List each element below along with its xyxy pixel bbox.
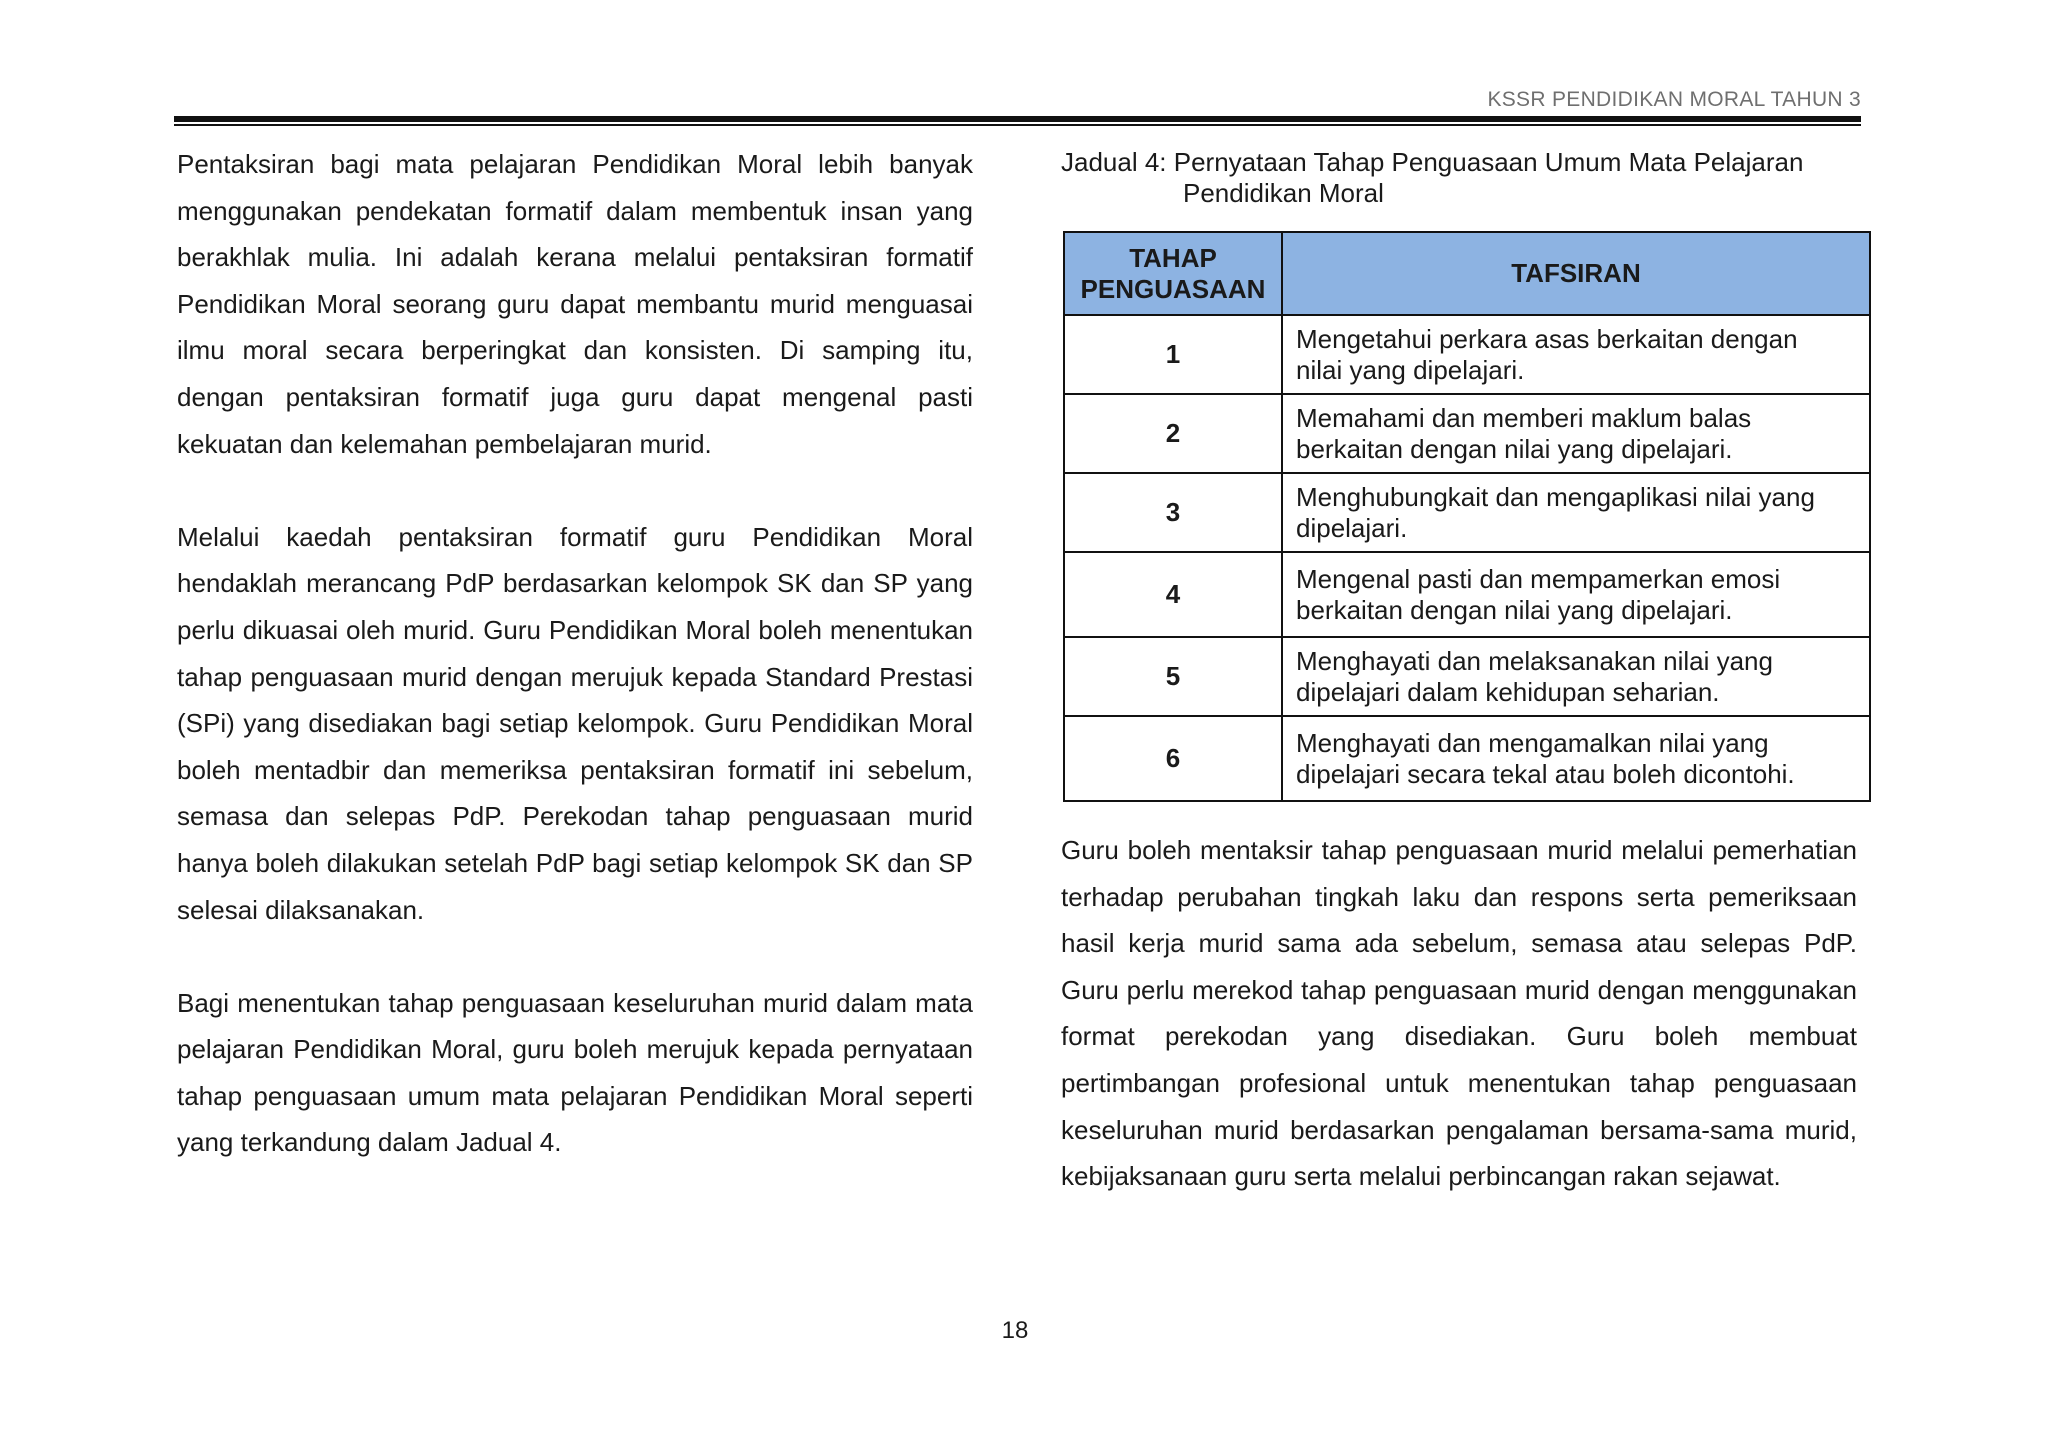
interpretation-line: Mengetahui perkara asas berkaitan dengan — [1296, 323, 1798, 354]
table-row — [1064, 473, 1870, 552]
interpretation-cell — [1282, 552, 1870, 637]
interpretation-cell — [1282, 716, 1870, 801]
table-caption-line1: Jadual 4: Pernyataan Tahap Penguasaan Umum Mata Pelajaran — [1061, 147, 1804, 177]
level-cell: 3 — [1064, 473, 1282, 552]
mastery-level-table — [1063, 231, 1871, 802]
interpretation-line: Menghubungkait dan mengaplikasi nilai yang — [1296, 481, 1815, 512]
paragraph-overall-level: Bagi menentukan tahap penguasaan keseluruhan murid dalam mata pelajaran Pendidikan Moral, guru boleh merujuk kepada pernyataan tahap penguasaan umum mata pelajaran Pendidikan Moral seperti yang terkandung dalam Jadual 4. — [177, 987, 973, 1158]
header-rule-thin — [174, 124, 1861, 126]
paragraph-formative-method: Melalui kaedah pentaksiran formatif guru Pendidikan Moral hendaklah merancang PdP berdasarkan kelompok SK dan SP yang perlu dikuasai oleh murid. Guru Pendidikan Moral boleh menentukan tahap penguasaan murid dengan merujuk kepada Standard Prestasi (SPi) yang disediakan bagi setiap kelompok. Guru Pendidikan Moral boleh mentadbir dan memeriksa pentaksiran formatif ini sebelum, semasa dan selepas PdP. Perekodan tahap penguasaan murid hanya boleh dilakukan setelah PdP bagi setiap kelompok SK dan SP selesai dilaksanakan. — [177, 521, 973, 925]
table-caption-line2: Pendidikan Moral — [1183, 178, 1384, 208]
table-header-row — [1064, 232, 1870, 315]
interpretation-line: dipelajari. — [1296, 512, 1408, 543]
table-row — [1064, 394, 1870, 473]
table-row — [1064, 552, 1870, 637]
table-caption — [1061, 147, 1881, 209]
header-interpretation: TAFSIRAN — [1282, 232, 1870, 315]
interpretation-line: Mengenal pasti dan mempamerkan emosi — [1296, 563, 1781, 594]
header-rule-thick — [174, 116, 1861, 122]
interpretation-cell — [1282, 637, 1870, 716]
interpretation-line: Menghayati dan melaksanakan nilai yang — [1296, 645, 1773, 676]
header-level-line2: PENGUASAAN — [1080, 273, 1266, 304]
level-cell: 5 — [1064, 637, 1282, 716]
table-row — [1064, 716, 1870, 801]
page-number: 18 — [1001, 1317, 1029, 1344]
paragraph-intro: Pentaksiran bagi mata pelajaran Pendidikan Moral lebih banyak menggunakan pendekatan formatif dalam membentuk insan yang berakhlak mulia. Ini adalah kerana melalui pentaksiran formatif Pendidikan Moral seorang guru dapat membantu murid menguasai ilmu moral secara berperingkat dan konsisten. Di samping itu, dengan pentaksiran formatif juga guru dapat mengenal pasti kekuatan dan kelemahan pembelajaran murid. — [177, 149, 973, 459]
interpretation-cell — [1282, 394, 1870, 473]
level-cell: 6 — [1064, 716, 1282, 801]
interpretation-line: Memahami dan memberi maklum balas — [1296, 402, 1752, 433]
right-column — [1061, 827, 1857, 1200]
level-cell: 1 — [1064, 315, 1282, 394]
interpretation-line: Menghayati dan mengamalkan nilai yang — [1296, 727, 1769, 758]
header-level-line1: TAHAP — [1129, 242, 1217, 273]
interpretation-line: berkaitan dengan nilai yang dipelajari. — [1296, 433, 1733, 464]
left-column — [177, 141, 973, 1166]
running-header: KSSR PENDIDIKAN MORAL TAHUN 3 — [1487, 88, 1861, 111]
interpretation-cell — [1282, 315, 1870, 394]
interpretation-line: nilai yang dipelajari. — [1296, 354, 1525, 385]
table-row — [1064, 637, 1870, 716]
level-cell: 4 — [1064, 552, 1282, 637]
interpretation-cell — [1282, 473, 1870, 552]
level-cell: 2 — [1064, 394, 1282, 473]
header-level — [1064, 232, 1282, 315]
interpretation-line: berkaitan dengan nilai yang dipelajari. — [1296, 594, 1733, 625]
paragraph-assessment-recording: Guru boleh mentaksir tahap penguasaan murid melalui pemerhatian terhadap perubahan tingkah laku dan respons serta pemeriksaan hasil kerja murid sama ada sebelum, semasa atau selepas PdP. Guru perlu merekod tahap penguasaan murid dengan menggunakan format perekodan yang disediakan. Guru boleh membuat pertimbangan profesional untuk menentukan tahap penguasaan keseluruhan murid berdasarkan pengalaman bersama-sama murid, kebijaksanaan guru serta melalui perbincangan rakan sejawat. — [1061, 835, 1857, 1192]
table-row — [1064, 315, 1870, 394]
interpretation-line: dipelajari dalam kehidupan seharian. — [1296, 676, 1720, 707]
interpretation-line: dipelajari secara tekal atau boleh dicontohi. — [1296, 758, 1795, 789]
